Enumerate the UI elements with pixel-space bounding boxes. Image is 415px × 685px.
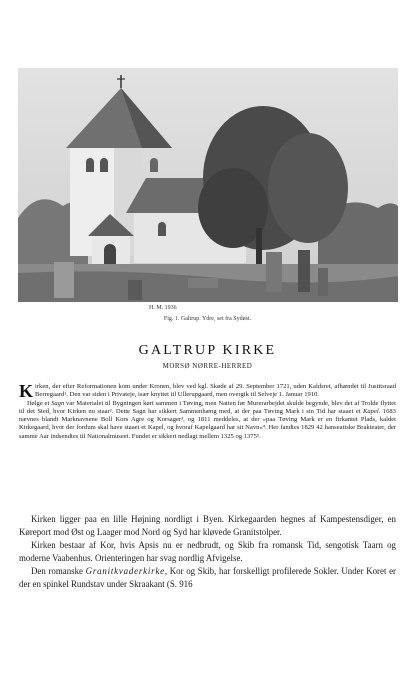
tower-window — [100, 158, 108, 172]
history-section — [19, 383, 396, 441]
body-paragraph: Kirken ligger paa en lille Højning nordligt i Byen. Kirkegaarden hegnes af Kampestensdiger, en Køreport mod Øst og Laager mod Nord og Syd har kløvede Granitstolper. — [19, 514, 396, 538]
page-title: GALTRUP KIRKE — [138, 343, 277, 358]
history-paragraph: Kirken, der efter Reformationen kom under Kronen, blev ved kgl. Skøde af 29. September 1721, uden Kaldsret, afhændet til Justitsraad Berregaard¹. Den var siden i Privateje, især knyttet til Ullerupgaard, men overgik til Selveje 1. Januar 1910. — [19, 381, 396, 401]
gravestone — [266, 252, 282, 292]
body-paragraph: Den romanske Granitkvaderkirke, Kor og Skib, har forskelligt profilerede Sokler. Under Koret er der en spinkel Rundstav under Skraakant (S. 916 — [19, 566, 397, 590]
church-photo-drawing — [18, 68, 398, 302]
gravestone — [298, 250, 310, 292]
tower-window — [86, 158, 94, 172]
nave-window — [158, 222, 166, 236]
figure-caption: Fig. 1. Galtrup. Ydre, set fra Sydøst. — [163, 316, 252, 322]
page-subtitle: MORSØ NØRRE-HERRED — [162, 362, 253, 370]
gravestone — [54, 262, 74, 298]
body-paragraph: Kirken bestaar af Kor, hvis Apsis nu er nedbrudt, og Skib fra romansk Tid, sengotisk Taarn og moderne Vaabenhus. Orienteringen har svag nordlig Afvigelse. — [19, 540, 396, 564]
tower-window — [150, 158, 158, 172]
photo-credit: H. M. 1936 — [149, 305, 177, 311]
main-body — [19, 513, 396, 592]
church-photograph — [18, 68, 398, 302]
drop-cap: K — [19, 381, 34, 401]
gravestone — [128, 280, 142, 300]
history-paragraph: Ifølge et Sagn var Materialet til Bygningen kørt sammen i Tøving, men Natten før Murerarbejdet skulde begynde, blev det af Trolde flyttet til det Sted, hvor Kirken nu staar². Dette Sagn har sikkert Sammenhæng med, at der paa Tøving Mark i sin Tid har staaet et Kapel. 1683 nævnes blandt Marknavnene Boll Kors Agre og Korsager³, og 1811 meddeles, at der »paa Tøving Mark er en firkantet Plads, kaldet Kirkegaard, hvor der fordum skal have staaet et Kapel, og hvoraf Kapelgaard har sit Navn«⁴. Her fandtes 1829 42 hanseatiske Brakteater, der samme Aar indsendtes til Nationalmuseet. Fundet er sikkert nedlagt mellem 1325 og 1375⁵. — [19, 399, 396, 440]
porch-door — [104, 244, 116, 264]
gravestone — [318, 268, 328, 296]
